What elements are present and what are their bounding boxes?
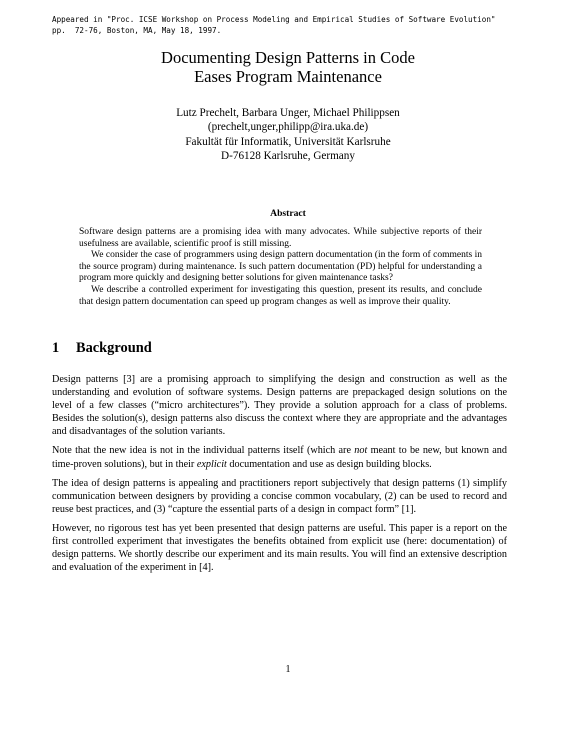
paper-title-line-1: Documenting Design Patterns in Code — [161, 48, 415, 67]
paper-title-line-2: Eases Program Maintenance — [194, 67, 382, 86]
abstract-paragraph: We describe a controlled experiment for investigating this question, present its results, and conclude that design pattern documentation can speed up program changes as well as improve their quality. — [79, 284, 482, 307]
author-address: D-76128 Karlsruhe, Germany — [221, 149, 355, 162]
paper-title — [0, 48, 576, 86]
author-email: (prechelt,unger,philipp@ira.uka.de) — [207, 121, 369, 134]
body-text-run: Note that the new idea is not in the individual patterns itself (which are — [52, 445, 355, 457]
body-text-run: documentation and use as design building blocks. — [226, 458, 432, 470]
body-paragraph: However, no rigorous test has yet been presented that design patterns are useful. This paper is a report on the first controlled experiment that investigates the benefits obtained from explicit use (here: documentation) of design patterns. We shortly describe our experiment and its main results. You will find an extensive description and evaluation of the experiment in [4]. — [52, 522, 507, 574]
publication-note-line-1: Appeared in "Proc. ICSE Workshop on Process Modeling and Empirical Studies of Software Evolution" — [52, 15, 496, 24]
section-body — [52, 373, 507, 580]
abstract-heading: Abstract — [270, 208, 306, 219]
body-paragraph: The idea of design patterns is appealing and practitioners report subjectively that design patterns (1) simplify communication between designers by providing a concise common vocabulary, (2) can be used to record and reuse best practices, and (3) “capture the essential parts of a design in compact form” [1]. — [52, 477, 507, 515]
emphasis-explicit: explicit — [196, 458, 227, 470]
publication-note-line-2: pp. 72-76, Boston, MA, May 18, 1997. — [52, 26, 222, 35]
body-paragraph: Design patterns [3] are a promising approach to simplifying the design and construction as well as the understanding and evolution of software systems. Design patterns are prepackaged design solutions on the level of a few classes (“micro architectures”). They provide a solution approach for a class of problems. Besides the solution(s), design patterns also discuss the context where they are appropriate and the advantages and disadvantages of the solution variants. — [52, 374, 507, 438]
author-affiliation: Fakultät für Informatik, Universität Karlsruhe — [185, 135, 391, 148]
emphasis-not: not — [354, 445, 368, 457]
section-number: 1 — [52, 340, 60, 356]
section-title: Background — [76, 340, 152, 356]
body-paragraph — [52, 444, 507, 470]
abstract-body — [79, 227, 482, 308]
section-heading — [52, 340, 152, 357]
body-text-run: meant to be new, but known and time-proven solutions), but in their — [52, 445, 507, 470]
author-names: Lutz Prechelt, Barbara Unger, Michael Philippsen — [176, 107, 400, 119]
publication-note — [52, 14, 495, 36]
abstract-paragraph: We consider the case of programmers using design pattern documentation (in the form of comments in the source program) during maintenance. Is such pattern documentation (PD) helpful for understanding a program more quickly and designing better solutions for given maintenance tasks? — [79, 250, 482, 284]
author-block — [0, 106, 576, 163]
page-number: 1 — [285, 664, 291, 675]
abstract-paragraph: Software design patterns are a promising idea with many advocates. While subjective reports of their usefulness are available, scientific proof is still missing. — [79, 227, 482, 249]
